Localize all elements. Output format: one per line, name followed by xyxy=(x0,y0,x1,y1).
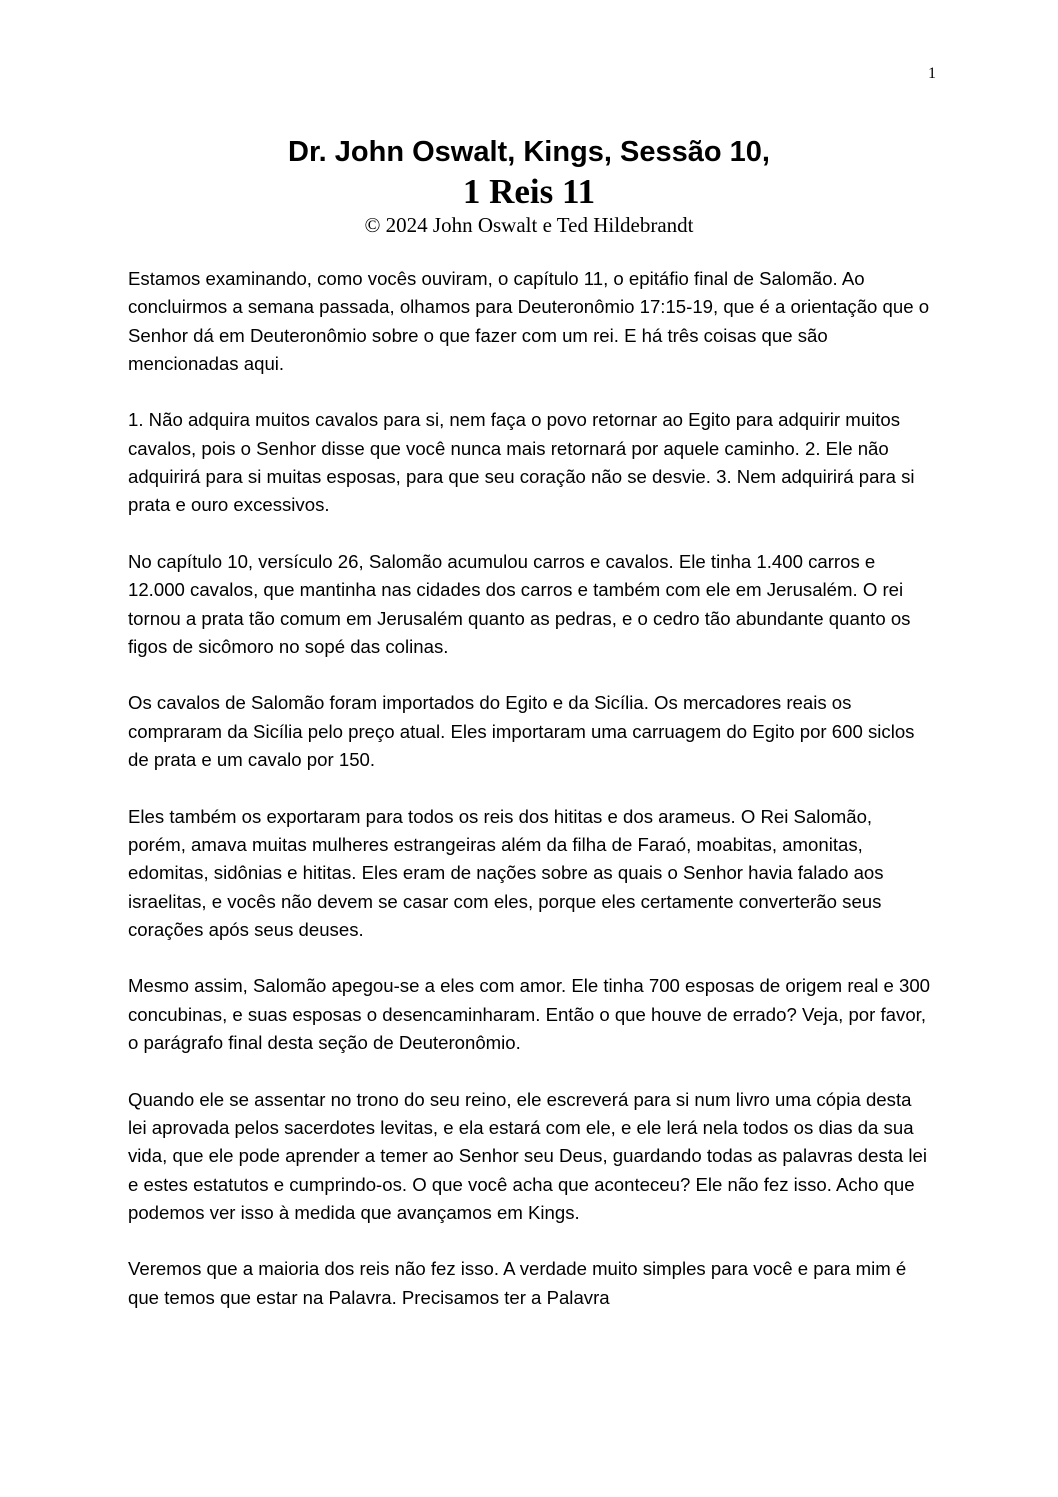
document-body xyxy=(128,265,933,1340)
paragraph: 1. Não adquira muitos cavalos para si, nem faça o povo retornar ao Egito para adquirir muitos cavalos, pois o Senhor disse que você nunca mais retornará por aquele caminho. 2. Ele não adquirirá para si muitas esposas, para que seu coração não se desvie. 3. Nem adquirirá para si prata e ouro excessivos. xyxy=(128,409,915,516)
paragraph: Os cavalos de Salomão foram importados do Egito e da Sicília. Os mercadores reais os compraram da Sicília pelo preço atual. Eles importaram uma carruagem do Egito por 600 siclos de prata e um cavalo por 150. xyxy=(128,692,915,771)
document-header xyxy=(0,132,1058,238)
document-subtitle: 1 Reis 11 xyxy=(462,172,596,211)
page-number: 1 xyxy=(928,65,936,82)
document-title: Dr. John Oswalt, Kings, Sessão 10, xyxy=(288,136,770,168)
paragraph: No capítulo 10, versículo 26, Salomão acumulou carros e cavalos. Ele tinha 1.400 carros e 12.000 cavalos, que mantinha nas cidades dos carros e também com ele em Jerusalém. O rei tornou a prata tão comum em Jerusalém quanto as pedras, e o cedro tão abundante quanto os figos de sicômoro no sopé das colinas. xyxy=(128,550,911,657)
paragraph: Quando ele se assentar no trono do seu reino, ele escreverá para si num livro uma cópia desta lei aprovada pelos sacerdotes levitas, e ela estará com ele, e ele lerá nela todos os dias da sua vida, que ele pode aprender a temer ao Senhor seu Deus, guardando todas as palavras desta lei e estes estatutos e cumprindo-os. O que você acha que aconteceu? Ele não fez isso. Acho que podemos ver isso à medida que avançamos em Kings. xyxy=(128,1088,928,1223)
copyright-line: © 2024 John Oswalt e Ted Hildebrandt xyxy=(364,213,694,237)
paragraph: Mesmo assim, Salomão apegou-se a eles com amor. Ele tinha 700 esposas de origem real e 300 concubinas, e suas esposas o desencaminharam. Então o que houve de errado? Veja, por favor, o parágrafo final desta seção de Deuteronômio. xyxy=(128,975,931,1054)
paragraph: Veremos que a maioria dos reis não fez isso. A verdade muito simples para você e para mim é que temos que estar na Palavra. Precisamos ter a Palavra xyxy=(128,1258,907,1308)
paragraph: Estamos examinando, como vocês ouviram, o capítulo 11, o epitáfio final de Salomão. Ao concluirmos a semana passada, olhamos para Deuteronômio 17:15-19, que é a orientação que o Senhor dá em Deuteronômio sobre o que fazer com um rei. E há três coisas que são mencionadas aqui. xyxy=(128,268,930,374)
paragraph: Eles também os exportaram para todos os reis dos hititas e dos arameus. O Rei Salomão, porém, amava muitas mulheres estrangeiras além da filha de Faraó, moabitas, amonitas, edomitas, sidônias e hititas. Eles eram de nações sobre as quais o Senhor havia falado aos israelitas, e vocês não devem se casar com eles, porque eles certamente converterão seus corações após seus deuses. xyxy=(128,805,884,940)
